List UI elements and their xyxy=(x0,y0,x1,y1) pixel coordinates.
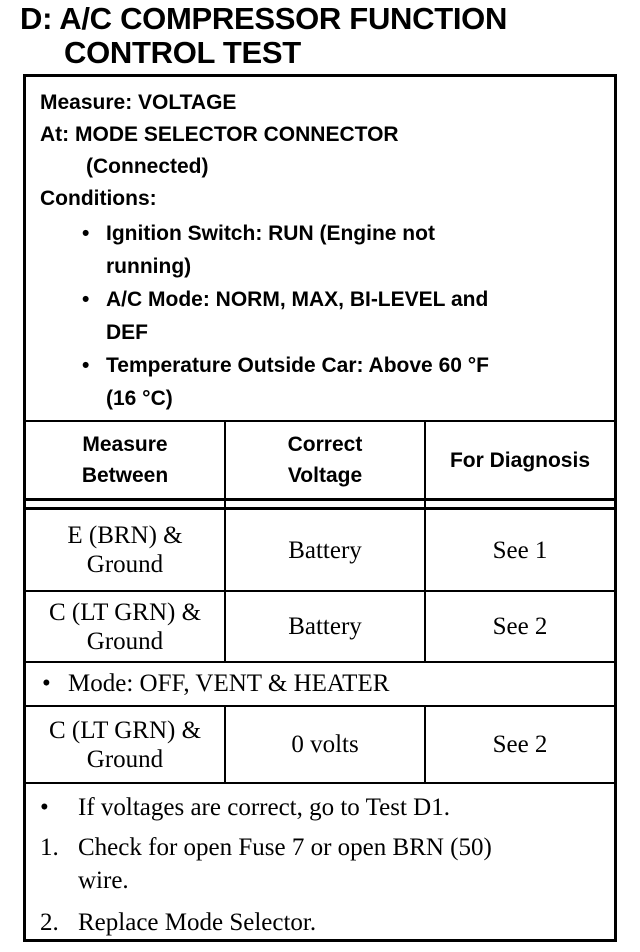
cell-line: C (LT GRN) & xyxy=(48,716,202,744)
condition-line: running) xyxy=(106,255,192,278)
mode-note xyxy=(42,669,389,699)
test-box xyxy=(23,74,617,942)
note-item xyxy=(40,831,492,897)
table-cell-diagnosis: See 2 xyxy=(492,613,548,640)
mode-note-text: Mode: OFF, VENT & HEATER xyxy=(68,670,390,697)
page-title xyxy=(20,2,620,70)
header-line: For Diagnosis xyxy=(449,448,591,472)
cell-line: Ground xyxy=(86,745,164,773)
table-cell-voltage: Battery xyxy=(288,613,362,640)
at-line: At: MODE SELECTOR CONNECTOR xyxy=(40,123,399,146)
header-line: Measure xyxy=(82,433,168,456)
cell-line: E (BRN) & xyxy=(67,522,183,549)
header-for-diagnosis xyxy=(426,422,614,498)
note-bullet xyxy=(40,791,450,824)
bullet-icon: • xyxy=(82,354,90,377)
condition-item xyxy=(82,217,435,283)
divider xyxy=(26,782,614,784)
condition-line: DEF xyxy=(106,321,148,344)
table-cell-between xyxy=(26,592,224,661)
condition-item xyxy=(82,349,489,415)
table-cell-diagnosis: See 2 xyxy=(492,731,548,758)
bullet-icon: • xyxy=(82,288,90,311)
divider xyxy=(26,661,614,663)
table-cell-diagnosis: See 1 xyxy=(492,536,548,564)
note-line: Replace Mode Selector. xyxy=(78,909,317,936)
note-item xyxy=(40,906,316,939)
title-line-1: D: A/C COMPRESSOR FUNCTION xyxy=(20,1,508,36)
note-text: If voltages are correct, go to Test D1. xyxy=(78,794,450,821)
note-number: 2. xyxy=(40,909,59,936)
header-measure-between xyxy=(26,422,224,498)
bullet-icon: • xyxy=(42,670,51,697)
header-correct-voltage xyxy=(226,422,424,498)
condition-line: A/C Mode: NORM, MAX, BI-LEVEL and xyxy=(106,288,489,311)
note-line: Check for open Fuse 7 or open BRN (50) xyxy=(78,834,492,861)
condition-line: Ignition Switch: RUN (Engine not xyxy=(106,222,435,245)
header-line: Voltage xyxy=(287,464,363,487)
table-cell-between xyxy=(26,707,224,782)
title-line-2: CONTROL TEST xyxy=(64,35,301,70)
divider xyxy=(26,498,614,501)
condition-line: (16 °C) xyxy=(106,387,173,410)
at-sub-line: (Connected) xyxy=(86,155,209,178)
table-cell-voltage: 0 volts xyxy=(291,731,359,758)
conditions-label: Conditions: xyxy=(40,187,157,210)
header-line: Between xyxy=(81,464,169,487)
table-cell-between xyxy=(26,510,224,590)
condition-line: Temperature Outside Car: Above 60 °F xyxy=(106,354,489,377)
cell-line: C (LT GRN) & xyxy=(48,598,202,626)
condition-item xyxy=(82,283,488,349)
table-cell-voltage: Battery xyxy=(288,536,362,564)
note-number: 1. xyxy=(40,834,59,861)
measure-line: Measure: VOLTAGE xyxy=(40,91,237,114)
note-line: wire. xyxy=(78,867,129,894)
cell-line: Ground xyxy=(86,551,164,578)
bullet-icon: • xyxy=(40,794,49,821)
measure-block xyxy=(40,87,399,215)
cell-line: Ground xyxy=(86,627,164,655)
header-line: Correct xyxy=(287,433,363,456)
bullet-icon: • xyxy=(82,222,90,245)
